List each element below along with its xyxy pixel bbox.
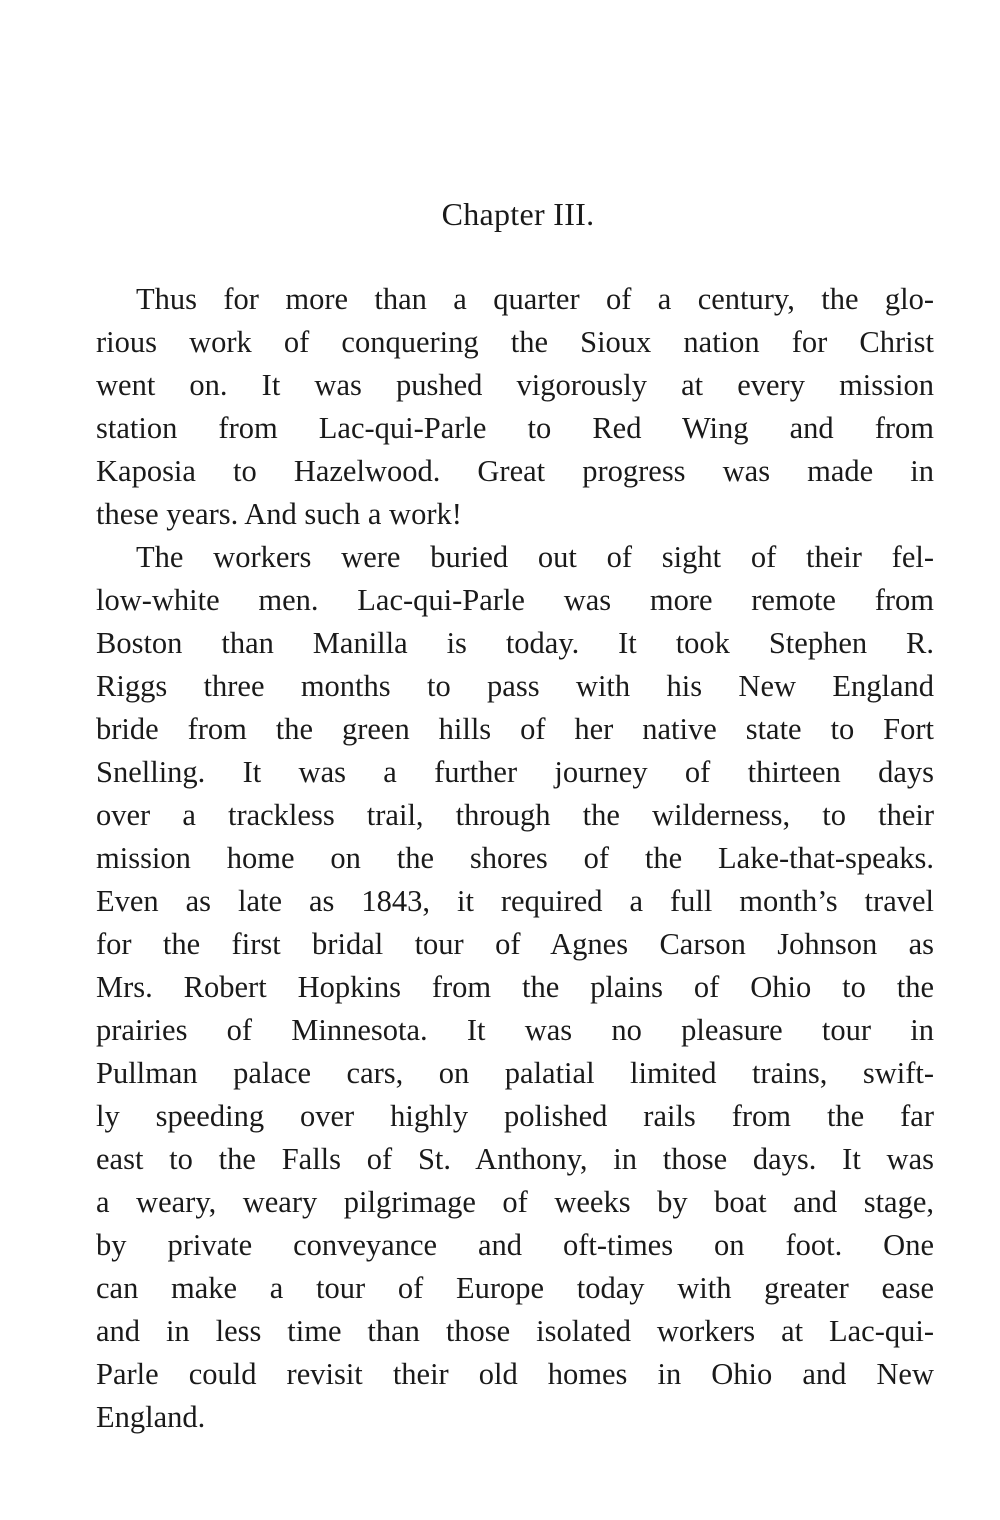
text-line: ly speeding over highly polished rails from the far: [96, 1099, 934, 1133]
text-line: station from Lac-qui-Parle to Red Wing and from: [96, 411, 934, 445]
text-line: a weary, weary pilgrimage of weeks by boat and stage,: [96, 1185, 934, 1219]
text-line: went on. It was pushed vigorously at every mission: [96, 368, 934, 402]
text-line: east to the Falls of St. Anthony, in those days. It was: [96, 1142, 934, 1176]
text-line: Pullman palace cars, on palatial limited trains, swift-: [96, 1056, 934, 1090]
text-line: over a trackless trail, through the wilderness, to their: [96, 798, 934, 832]
text-line: The workers were buried out of sight of their fel-: [136, 540, 934, 574]
paragraph: [96, 278, 934, 536]
paragraph: [96, 536, 934, 1439]
text-line: mission home on the shores of the Lake-that-speaks.: [96, 841, 934, 875]
text-line: prairies of Minnesota. It was no pleasure tour in: [96, 1013, 934, 1047]
text-line: Snelling. It was a further journey of thirteen days: [96, 755, 934, 789]
text-line: by private conveyance and oft-times on foot. One: [96, 1228, 934, 1262]
text-line: Kaposia to Hazelwood. Great progress was made in: [96, 454, 934, 488]
text-line: low-white men. Lac-qui-Parle was more remote from: [96, 583, 934, 617]
text-line: bride from the green hills of her native state to Fort: [96, 712, 934, 746]
text-line: Thus for more than a quarter of a century, the glo-: [136, 282, 934, 316]
text-line: rious work of conquering the Sioux nation for Christ: [96, 325, 934, 359]
text-line: for the first bridal tour of Agnes Carson Johnson as: [96, 927, 934, 961]
text-line: Riggs three months to pass with his New England: [96, 669, 934, 703]
chapter-title: Chapter III.: [441, 196, 595, 232]
text-line: Parle could revisit their old homes in Ohio and New: [96, 1357, 934, 1391]
text-line: England.: [96, 1400, 206, 1434]
body-text: [96, 278, 934, 1439]
text-line: and in less time than those isolated workers at Lac-qui-: [96, 1314, 934, 1348]
text-line: can make a tour of Europe today with greater ease: [96, 1271, 934, 1305]
text-line: Even as late as 1843, it required a full month’s travel: [96, 884, 934, 918]
text-line: Mrs. Robert Hopkins from the plains of Ohio to the: [96, 970, 934, 1004]
text-line: Boston than Manilla is today. It took Stephen R.: [96, 626, 934, 660]
text-line: these years. And such a work!: [96, 497, 462, 531]
